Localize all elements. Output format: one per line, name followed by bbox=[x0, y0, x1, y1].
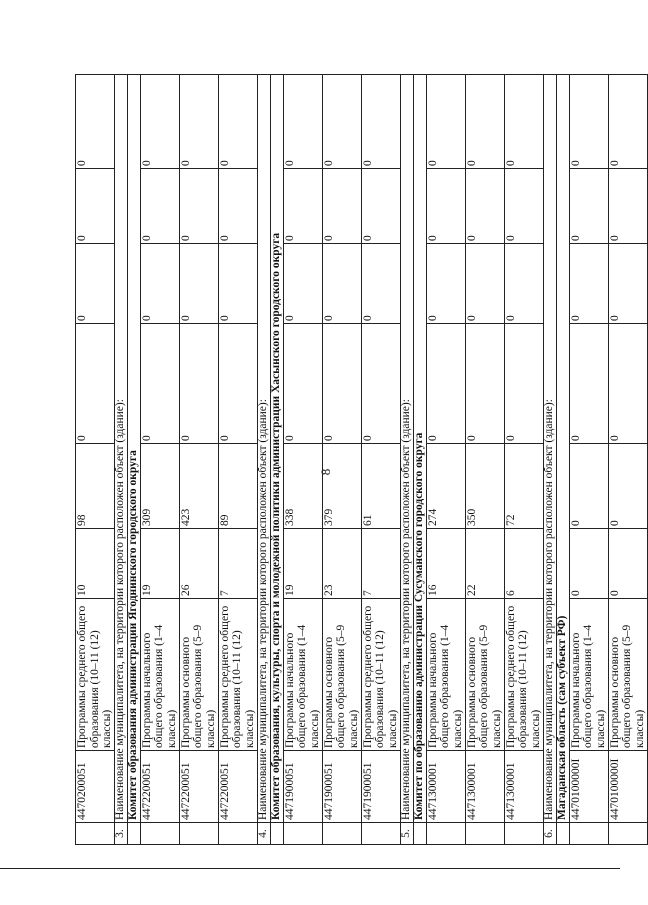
section-header-row bbox=[257, 75, 270, 845]
section-header-row bbox=[114, 75, 127, 845]
value-cell: 0 bbox=[426, 169, 465, 244]
program-cell: Программы среднего общего образования (10–11 (12) классы) bbox=[504, 599, 543, 751]
table-row bbox=[76, 75, 115, 845]
code-cell: 4470200051 bbox=[76, 751, 115, 823]
row-number-cell bbox=[608, 823, 647, 845]
value-cell: 89 bbox=[218, 444, 257, 529]
row-number-cell bbox=[569, 823, 608, 845]
value-cell: 0 bbox=[608, 444, 647, 529]
value-cell: 0 bbox=[179, 324, 218, 444]
table-row bbox=[140, 75, 179, 845]
value-cell: 0 bbox=[283, 75, 322, 169]
section-header-row bbox=[543, 75, 556, 845]
value-cell: 0 bbox=[283, 169, 322, 244]
value-cell: 0 bbox=[322, 169, 361, 244]
section-title-cell: Магаданская область (сам субъект РФ) bbox=[556, 75, 569, 823]
value-cell: 0 bbox=[283, 244, 322, 324]
value-cell: 0 bbox=[322, 324, 361, 444]
value-cell: 0 bbox=[179, 75, 218, 169]
section-title-cell: Наименование муниципалитета, на территории которого расположен объект (здание): bbox=[114, 75, 127, 823]
value-cell: 274 bbox=[426, 444, 465, 529]
value-cell: 0 bbox=[218, 244, 257, 324]
section-title-cell: Наименование муниципалитета, на территории которого расположен объект (здание): bbox=[257, 75, 270, 823]
code-cell: 4471300001 bbox=[504, 751, 543, 823]
value-cell: 0 bbox=[504, 169, 543, 244]
value-cell: 61 bbox=[361, 444, 400, 529]
row-number-cell bbox=[283, 823, 322, 845]
section-title-cell: Наименование муниципалитета, на территории которого расположен объект (здание): bbox=[543, 75, 556, 823]
section-number-cell: 6. bbox=[543, 823, 556, 845]
section-title-cell: Комитет образования, культуры, спорта и молодежной политики администрации Хасынского городского округа bbox=[270, 75, 283, 823]
section-title-cell: Комитет по образованию администрации Сусуманского городского округа bbox=[413, 75, 426, 823]
section-number-cell bbox=[413, 823, 426, 845]
code-cell: 4471300001 bbox=[465, 751, 504, 823]
program-cell: Программы основного общего образования (5–9 классы) bbox=[322, 599, 361, 751]
value-cell: 72 bbox=[504, 444, 543, 529]
value-cell: 19 bbox=[283, 529, 322, 599]
bottom-rule bbox=[0, 868, 620, 869]
value-cell: 379 bbox=[322, 444, 361, 529]
code-cell: 4470100000I bbox=[608, 751, 647, 823]
value-cell: 0 bbox=[569, 529, 608, 599]
section-number-cell bbox=[556, 823, 569, 845]
program-cell: Программы начального общего образования (1–4 классы) bbox=[426, 599, 465, 751]
section-title-cell: Наименование муниципалитета, на территории которого расположен объект (здание): bbox=[400, 75, 413, 823]
value-cell: 0 bbox=[608, 244, 647, 324]
table-row bbox=[426, 75, 465, 845]
code-cell: 4470100000I bbox=[569, 751, 608, 823]
value-cell: 0 bbox=[426, 324, 465, 444]
value-cell: 0 bbox=[140, 324, 179, 444]
section-header-row bbox=[556, 75, 569, 845]
code-cell: 4472200051 bbox=[140, 751, 179, 823]
section-header-row bbox=[413, 75, 426, 845]
section-number-cell bbox=[270, 823, 283, 845]
table-body bbox=[76, 75, 648, 845]
value-cell: 0 bbox=[465, 324, 504, 444]
value-cell: 0 bbox=[140, 244, 179, 324]
value-cell: 0 bbox=[361, 169, 400, 244]
code-cell: 4472200051 bbox=[218, 751, 257, 823]
table-row bbox=[608, 75, 647, 845]
value-cell: 0 bbox=[608, 529, 647, 599]
value-cell: 0 bbox=[361, 75, 400, 169]
row-number-cell bbox=[322, 823, 361, 845]
section-number-cell: 4. bbox=[257, 823, 270, 845]
table-row bbox=[361, 75, 400, 845]
value-cell: 19 bbox=[140, 529, 179, 599]
table-row bbox=[569, 75, 608, 845]
value-cell: 0 bbox=[179, 244, 218, 324]
section-header-row bbox=[400, 75, 413, 845]
value-cell: 338 bbox=[283, 444, 322, 529]
value-cell: 0 bbox=[569, 244, 608, 324]
value-cell: 0 bbox=[426, 75, 465, 169]
value-cell: 0 bbox=[283, 324, 322, 444]
table-row bbox=[179, 75, 218, 845]
value-cell: 0 bbox=[76, 75, 115, 169]
value-cell: 0 bbox=[76, 244, 115, 324]
value-cell: 98 bbox=[76, 444, 115, 529]
value-cell: 7 bbox=[218, 529, 257, 599]
section-number-cell bbox=[127, 823, 140, 845]
table-row bbox=[283, 75, 322, 845]
rotated-table-wrapper bbox=[75, 75, 646, 845]
value-cell: 10 bbox=[76, 529, 115, 599]
section-header-row bbox=[127, 75, 140, 845]
value-cell: 0 bbox=[569, 169, 608, 244]
value-cell: 309 bbox=[140, 444, 179, 529]
row-number-cell bbox=[465, 823, 504, 845]
row-number-cell bbox=[426, 823, 465, 845]
value-cell: 0 bbox=[569, 444, 608, 529]
code-cell: 4471900051 bbox=[361, 751, 400, 823]
value-cell: 0 bbox=[465, 244, 504, 324]
value-cell: 0 bbox=[76, 324, 115, 444]
table-row bbox=[465, 75, 504, 845]
value-cell: 0 bbox=[322, 75, 361, 169]
table-row bbox=[322, 75, 361, 845]
value-cell: 0 bbox=[426, 244, 465, 324]
program-cell: Программы начального общего образования (1–4 классы) bbox=[569, 599, 608, 751]
value-cell: 16 bbox=[426, 529, 465, 599]
row-number-cell bbox=[504, 823, 543, 845]
row-number-cell bbox=[361, 823, 400, 845]
data-table bbox=[75, 74, 648, 845]
value-cell: 0 bbox=[361, 324, 400, 444]
value-cell: 7 bbox=[361, 529, 400, 599]
program-cell: Программы основного общего образования (5–9 классы) bbox=[179, 599, 218, 751]
program-cell: Программы среднего общего образования (10–11 (12) классы) bbox=[218, 599, 257, 751]
value-cell: 22 bbox=[465, 529, 504, 599]
value-cell: 0 bbox=[179, 169, 218, 244]
value-cell: 26 bbox=[179, 529, 218, 599]
value-cell: 0 bbox=[322, 244, 361, 324]
code-cell: 4472200051 bbox=[179, 751, 218, 823]
row-number-cell bbox=[76, 823, 115, 845]
value-cell: 0 bbox=[218, 324, 257, 444]
value-cell: 423 bbox=[179, 444, 218, 529]
value-cell: 0 bbox=[608, 324, 647, 444]
value-cell: 6 bbox=[504, 529, 543, 599]
section-number-cell: 5. bbox=[400, 823, 413, 845]
value-cell: 0 bbox=[504, 244, 543, 324]
section-title-cell: Комитет образования администрации Ягоднинского городского округа bbox=[127, 75, 140, 823]
value-cell: 0 bbox=[140, 169, 179, 244]
value-cell: 350 bbox=[465, 444, 504, 529]
table-row bbox=[218, 75, 257, 845]
value-cell: 0 bbox=[218, 75, 257, 169]
program-cell: Программы основного общего образования (5–9 классы) bbox=[465, 599, 504, 751]
code-cell: 4471900051 bbox=[322, 751, 361, 823]
code-cell: 4471300001 bbox=[426, 751, 465, 823]
row-number-cell bbox=[218, 823, 257, 845]
value-cell: 0 bbox=[140, 75, 179, 169]
program-cell: Программы основного общего образования (5–9 классы) bbox=[608, 599, 647, 751]
value-cell: 0 bbox=[361, 244, 400, 324]
value-cell: 0 bbox=[608, 75, 647, 169]
program-cell: Программы среднего общего образования (10–11 (12) классы) bbox=[361, 599, 400, 751]
value-cell: 0 bbox=[76, 169, 115, 244]
code-cell: 4471900051 bbox=[283, 751, 322, 823]
value-cell: 23 bbox=[322, 529, 361, 599]
program-cell: Программы начального общего образования (1–4 классы) bbox=[140, 599, 179, 751]
table-row bbox=[504, 75, 543, 845]
row-number-cell bbox=[140, 823, 179, 845]
program-cell: Программы начального общего образования (1–4 классы) bbox=[283, 599, 322, 751]
value-cell: 0 bbox=[569, 324, 608, 444]
section-header-row bbox=[270, 75, 283, 845]
value-cell: 0 bbox=[465, 75, 504, 169]
program-cell: Программы среднего общего образования (10–11 (12) классы) bbox=[76, 599, 115, 751]
row-number-cell bbox=[179, 823, 218, 845]
value-cell: 0 bbox=[504, 75, 543, 169]
value-cell: 0 bbox=[218, 169, 257, 244]
value-cell: 0 bbox=[504, 324, 543, 444]
value-cell: 0 bbox=[465, 169, 504, 244]
page-number: 8 bbox=[318, 468, 333, 476]
value-cell: 0 bbox=[569, 75, 608, 169]
section-number-cell: 3. bbox=[114, 823, 127, 845]
value-cell: 0 bbox=[608, 169, 647, 244]
